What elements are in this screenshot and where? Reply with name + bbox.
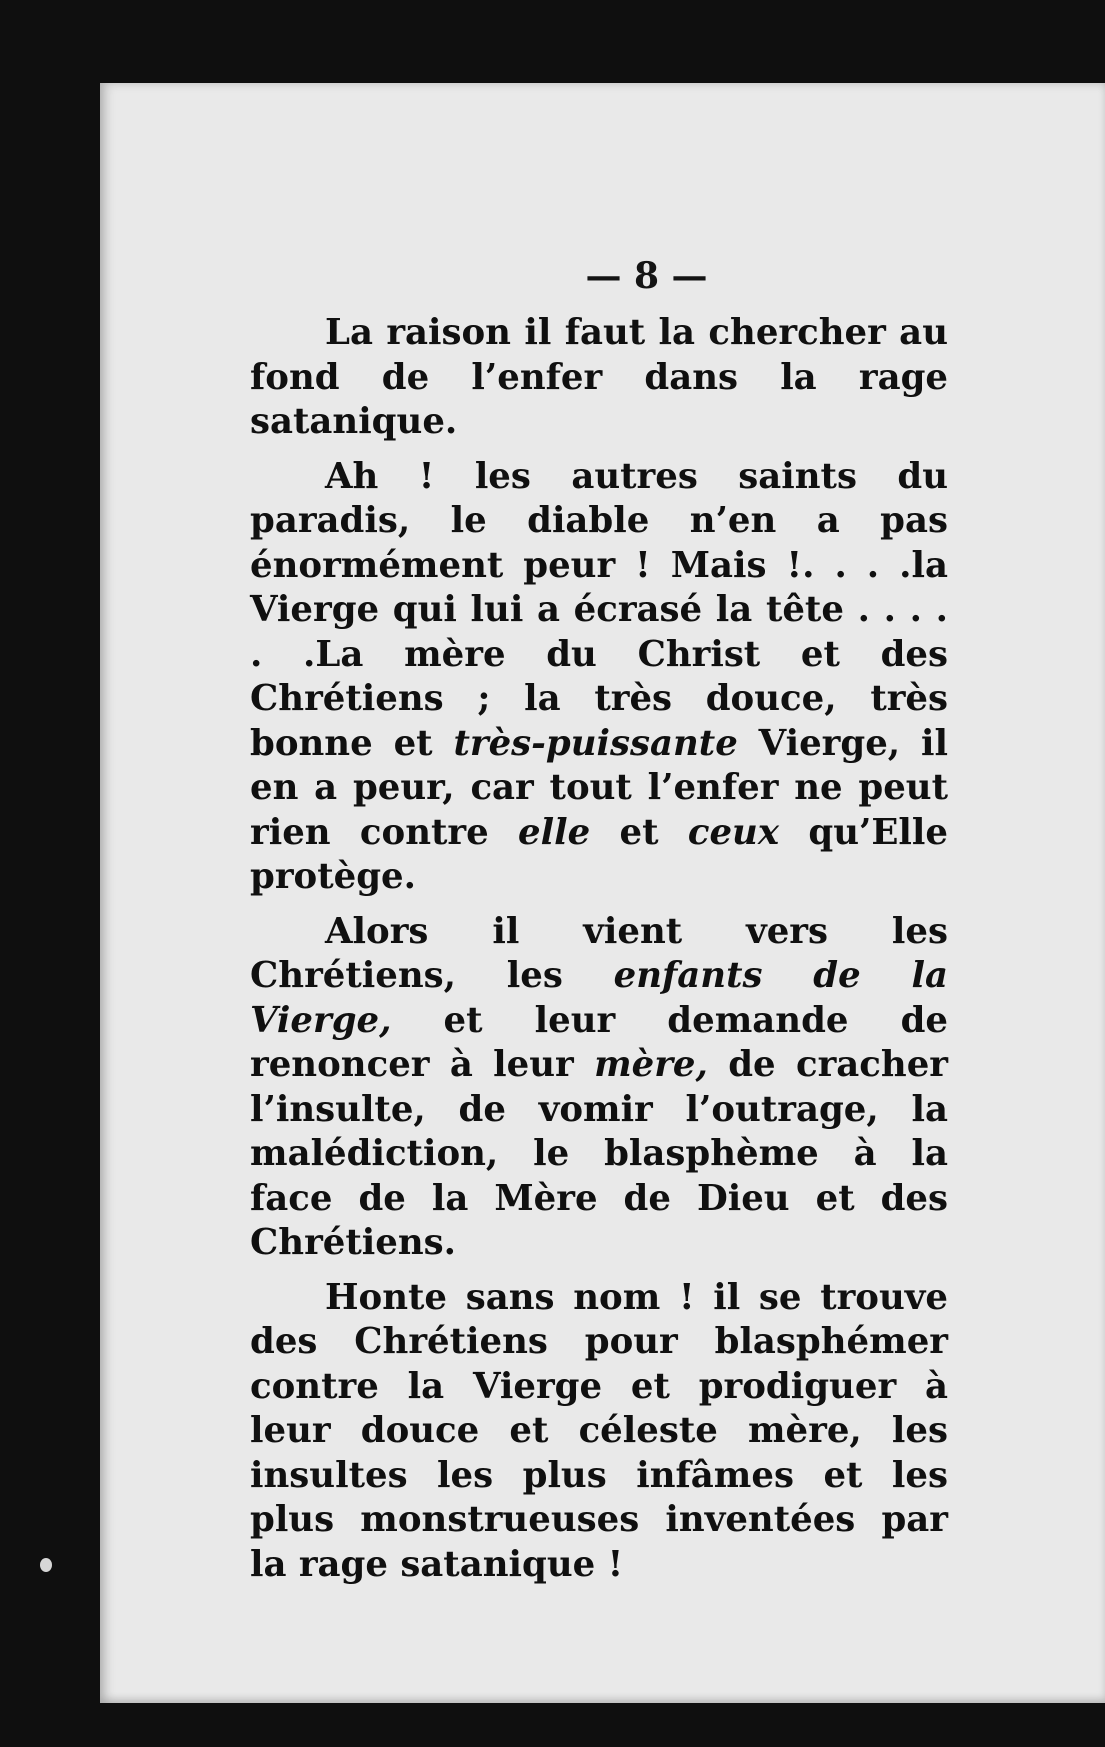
paragraph-2-text-c: et <box>590 811 688 853</box>
paragraph-3 <box>250 910 948 1266</box>
italic-enfants-de-la-vierge: enfants de la Vierge, <box>250 955 948 1041</box>
paragraph-2-text-b: Vierge, il en a peur, car tout l’enfer ne peut rien contre <box>250 722 948 853</box>
paragraph-1-text: La raison il faut la chercher au fond de l’enfer dans la rage satanique. <box>250 312 948 442</box>
paragraph-4 <box>250 1276 948 1588</box>
scan-artifact-dot <box>40 1558 52 1572</box>
paragraph-3-text-a: Alors il vient vers les Chrétiens, les <box>250 910 948 996</box>
paragraph-3-text-b: et leur demande de renoncer à leur <box>250 999 948 1085</box>
paragraph-2-text-d: qu’Elle protège. <box>250 811 948 897</box>
italic-ceux: ceux <box>687 811 780 853</box>
paragraph-4-text: Honte sans nom ! il se trouve des Chrétiens pour blasphémer contre la Vierge et prodiguer à leur douce et céleste mère, les insultes les plus infâmes et les plus monstrueuses inventées par la rage satanique ! <box>250 1276 948 1585</box>
page-number: — 8 — <box>585 255 708 297</box>
body-text <box>250 311 948 1587</box>
book-page <box>100 83 1105 1703</box>
paragraph-2 <box>250 455 948 900</box>
paragraph-3-text-c: de cracher l’insulte, de vomir l’outrage, la malédiction, le blasphème à la face de la Mère de Dieu et des Chrétiens. <box>250 1044 948 1263</box>
paragraph-1 <box>250 311 948 445</box>
italic-tres-puissante: très-puissante <box>453 722 738 764</box>
paragraph-2-text-a: Ah ! les autres saints du paradis, le diable n’en a pas énormément peur ! Mais !. . . .la Vierge qui lui a écrasé la tête . . . . . .La mère du Christ et des Chrétiens ; la très douce, très bonne et <box>250 455 948 764</box>
italic-mere: mère, <box>594 1044 708 1085</box>
italic-elle: elle <box>518 811 591 853</box>
